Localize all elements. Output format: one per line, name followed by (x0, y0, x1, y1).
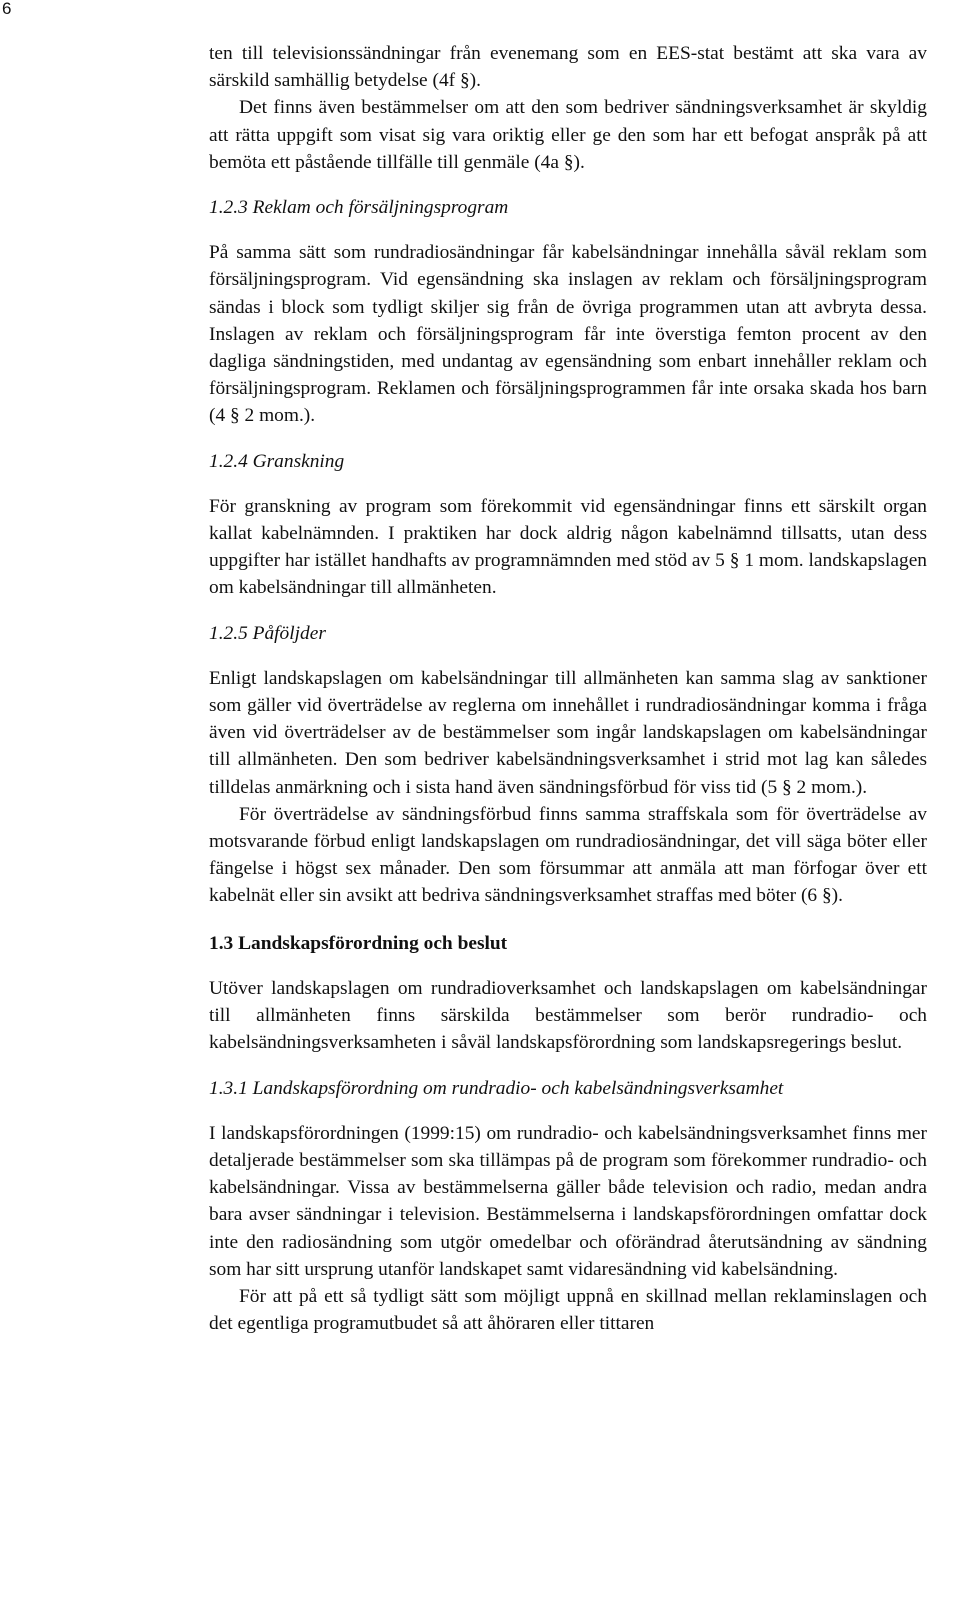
heading-1-3-1: 1.3.1 Landskapsförordning om rundradio- och kabelsändningsverksamhet (209, 1077, 784, 1099)
paragraph-reklam: På samma sätt som rundradiosändningar får kabelsändningar innehålla såväl reklam som försäljningsprogram. Vid egensändning ska inslagen av reklam och försäljningsprogram sändas i block som tydligt skiljer sig från de övriga programmen utan att avbryta dessa. Inslagen av reklam och försäljningsprogram får inte överstiga femton procent av den dagliga sändningstiden, med undantag av egensändning som enbart innehåller reklam och försäljningsprogram. Reklamen och försäljningsprogrammen får inte orsaka skada hos barn (4 § 2 mom.). (209, 242, 927, 427)
page-number: 6 (2, 0, 12, 18)
heading-1-2-3: 1.2.3 Reklam och försäljningsprogram (209, 197, 509, 219)
heading-1-2-4: 1.2.4 Granskning (209, 450, 345, 472)
paragraph-rattelse: Det finns även bestämmelser om att den som bedriver sändningsverksamhet är skyldig att rätta uppgift som visat sig vara oriktig eller ge den som har ett befogat anspråk på att bemöta ett påstående tillfälle till genmäle (4a §). (209, 97, 927, 173)
document-body (209, 40, 927, 1337)
paragraph-pafoljder: Enligt landskapslagen om kabelsändningar till allmänheten kan samma slag av sanktioner som gäller vid överträdelse av reglerna om innehållet i rundradiosändningar komma i fråga även vid överträdelser av de bestämmelser som ingår landskapslagen om kabelsändningar till allmänheten. Den som bedriver kabelsändningsverksamhet i strid mot lag kan således tilldelas anmärkning och i sista hand även sändningsförbud för viss tid (5 § 2 mom.). (209, 667, 927, 798)
paragraph-continued: ten till televisionssändningar från evenemang som en EES-stat bestämt att ska vara av särskild samhällig betydelse (4f §). (209, 43, 927, 92)
paragraph-1-3-1: I landskapsförordningen (1999:15) om rundradio- och kabelsändningsverksamhet finns mer detaljerade bestämmelser som ska tillämpas på de program som förekommer rundradio- och kabelsändningar. Vissa av bestämmelserna gäller både television och radio, medan andra bara avser sändningar i television. Bestämmelserna i landskapsförordningen omfattar dock inte den radiosändning som utgör omedelbar och oförändrad återutsändning av sändning som har sitt ursprung utanför landskapet samt vidaresändning vid kabelsändning. (209, 1122, 927, 1280)
paragraph-1-3-1-b: För att på ett så tydligt sätt som möjligt uppnå en skillnad mellan reklaminslagen och det egentliga programutbudet så att åhöraren eller tittaren (209, 1285, 927, 1335)
heading-1-3: 1.3 Landskapsförordning och beslut (209, 932, 508, 954)
paragraph-pafoljder-2: För överträdelse av sändningsförbud finns samma straffskala som för överträdelse av motsvarande förbud enligt landskapslagen om rundradiosändningar, det vill säga böter eller fängelse i högst sex månader. Den som försummar att anmäla att man förfogar över ett kabelnät eller sin avsikt att bedriva sändningsverksamhet straffas med böter (6 §). (209, 803, 927, 907)
paragraph-granskning: För granskning av program som förekommit vid egensändningar finns ett särskilt organ kallat kabelnämnden. I praktiken har dock aldrig någon kabelnämnd tillsatts, utan dess uppgifter har istället handhafts av programnämnden med stöd av 5 § 1 mom. landskapslagen om kabelsändningar till allmänheten. (209, 495, 927, 599)
heading-1-2-5: 1.2.5 Påföljder (209, 622, 326, 644)
paragraph-1-3: Utöver landskapslagen om rundradioverksamhet och landskapslagen om kabelsändningar till allmänheten finns särskilda bestämmelser som berör rundradio- och kabelsändningsverksamheten i såväl landskapsförordning som landskapsregerings beslut. (209, 977, 927, 1054)
